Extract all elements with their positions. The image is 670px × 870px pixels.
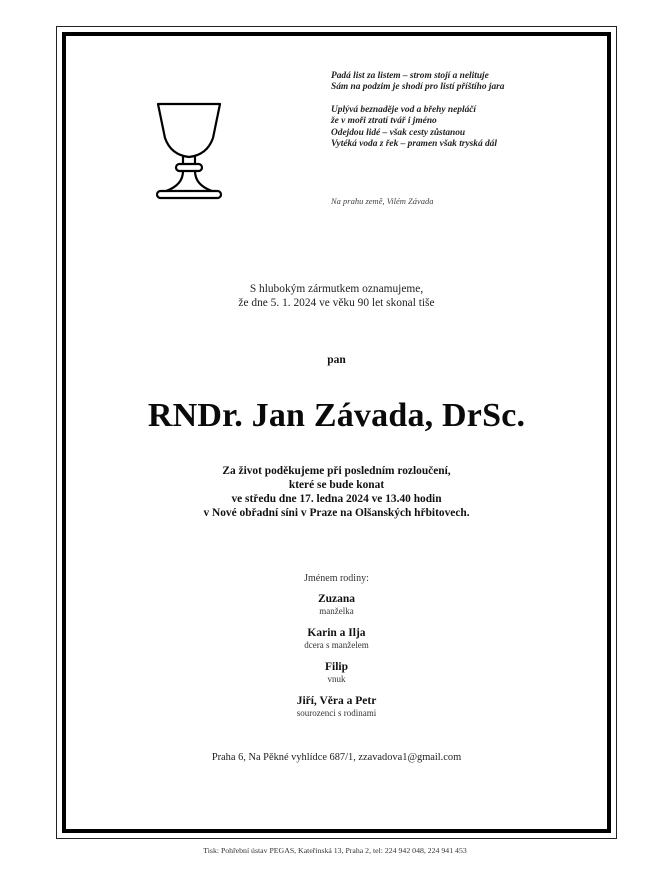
ceremony-line: v Nové obřadní síni v Praze na Olšanských hřbitovech. [203, 507, 470, 519]
announcement-line: že dne 5. 1. 2024 ve věku 90 let skonal tiše [238, 297, 435, 309]
family-member-name: Filip [324, 661, 348, 673]
family-address: Praha 6, Na Pěkné vyhlídce 687/1, zzavadova1@gmail.com [211, 752, 462, 763]
poem-credit: Na prahu země, Vilém Závada [331, 196, 434, 206]
print-footer: Tisk: Pohřební ústav PEGAS, Kateřinská 13, Praha 2, tel: 224 942 048, 224 941 453 [203, 846, 467, 855]
ceremony-line: ve středu dne 17. ledna 2024 ve 13.40 hodin [231, 493, 442, 505]
family-member-relation: dcera s manželem [304, 640, 369, 650]
deceased-name: RNDr. Jan Závada, DrSc. [147, 397, 526, 434]
ceremony-details [62, 464, 611, 520]
poem-line: Sám na podzim je shodí pro listí příštího jara [331, 82, 505, 93]
family-member [62, 660, 611, 685]
announcement [62, 282, 611, 310]
family-list [62, 592, 611, 728]
announcement-line: S hlubokým zármutkem oznamujeme, [249, 283, 424, 295]
poem-line: Odejdou lidé – však cesty zůstanou [331, 127, 466, 138]
family-member-name: Jiří, Věra a Petr [296, 695, 377, 707]
family-member [62, 592, 611, 617]
family-member-relation: sourozenci s rodinami [296, 708, 377, 718]
poem-line: že v moři ztratí tvář i jméno [331, 116, 437, 127]
ceremony-line: které se bude konat [288, 479, 385, 491]
family-member [62, 626, 611, 651]
poem-stanza-2 [331, 105, 591, 151]
honorific: pan [327, 354, 346, 366]
family-member-name: Karin a Ilja [307, 627, 366, 639]
poem-stanza-1 [331, 71, 591, 94]
poem [331, 71, 591, 161]
chalice-icon [152, 101, 226, 201]
poem-line: Uplývá beznaděje vod a břehy nepláčí [331, 104, 477, 115]
family-member-relation: vnuk [327, 674, 346, 684]
family-member-relation: manželka [319, 606, 354, 616]
family-member [62, 694, 611, 719]
family-member-name: Zuzana [317, 593, 356, 605]
ceremony-line: Za život poděkujeme při posledním rozloučení, [222, 465, 451, 477]
poem-line: Padá list za listem – strom stojí a nelituje [331, 71, 489, 81]
family-heading: Jménem rodiny: [304, 573, 369, 584]
poem-line: Vytéká voda z řek – pramen však tryská dál [331, 139, 497, 150]
